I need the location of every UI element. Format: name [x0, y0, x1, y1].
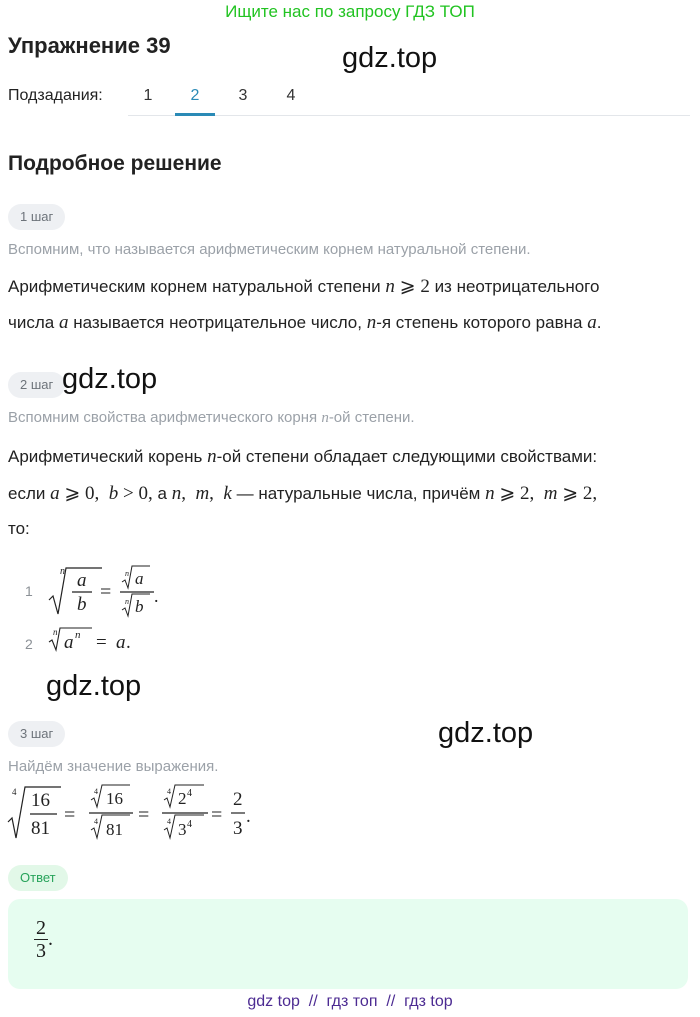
svg-text:81: 81 — [106, 820, 123, 839]
svg-text:4: 4 — [167, 787, 171, 796]
svg-text:3: 3 — [178, 820, 187, 839]
step-2-badge: 2 шаг — [8, 372, 65, 398]
watermark: gdz.top — [46, 670, 142, 702]
svg-text:4: 4 — [94, 817, 98, 826]
svg-text:4: 4 — [12, 787, 17, 797]
section-heading: Подробное решение — [8, 152, 222, 175]
answer-value: $\frac{2}{3}$ . — [36, 917, 53, 962]
svg-text:=: = — [96, 632, 107, 653]
step-3-hint: Найдём значение выражения. — [8, 758, 219, 775]
subtasks-label: Подзадания: — [8, 87, 103, 104]
watermark: gdz.top — [438, 717, 534, 749]
svg-text:b: b — [77, 594, 87, 615]
property-number: 1 — [25, 583, 33, 599]
svg-text:b: b — [135, 597, 144, 616]
tab-subtask-3[interactable]: 3 — [238, 87, 248, 104]
svg-text:4: 4 — [187, 788, 192, 799]
tab-subtask-4[interactable]: 4 — [286, 87, 296, 104]
page-title: Упражнение 39 — [8, 33, 171, 58]
step-1-line-1: Арифметическим корнем натуральной степени n ⩾ 2 из неотрицательного — [8, 276, 600, 297]
property-2-formula — [44, 624, 154, 656]
svg-text:a: a — [77, 570, 87, 591]
svg-text:n: n — [60, 566, 65, 577]
tab-subtask-2[interactable]: 2 — [190, 87, 200, 104]
svg-text:4: 4 — [94, 787, 98, 796]
svg-text:4: 4 — [167, 817, 171, 826]
svg-text:=: = — [64, 804, 76, 826]
svg-text:16: 16 — [31, 790, 50, 811]
svg-text:=: = — [211, 804, 223, 826]
svg-text:.: . — [126, 632, 131, 653]
step-2-line-2: если a ⩾ 0, b > 0, а n, m, k — натуральные числа, причём n ⩾ 2, m ⩾ 2, — [8, 483, 598, 504]
svg-text:4: 4 — [187, 819, 192, 830]
svg-text:16: 16 — [106, 789, 123, 808]
property-number: 2 — [25, 636, 33, 652]
step-2-hint: Вспомним свойства арифметического корня n-ой степени. — [8, 409, 415, 426]
step-2-line-3: то: — [8, 519, 30, 538]
watermark: gdz.top — [342, 42, 438, 74]
svg-text:=: = — [100, 581, 112, 603]
svg-text:a: a — [135, 569, 144, 588]
svg-text:=: = — [138, 804, 150, 826]
svg-text:a: a — [116, 632, 126, 653]
svg-text:n: n — [53, 627, 58, 637]
svg-text:2: 2 — [233, 789, 243, 810]
step-1-line-2: числа a называется неотрицательное число, n-я степень которого равна a. — [8, 312, 602, 333]
footer-links[interactable]: gdz top // гдз топ // гдз top — [247, 993, 453, 1010]
step-1-badge: 1 шаг — [8, 204, 65, 230]
step-3-calculation — [6, 782, 266, 844]
svg-text:.: . — [154, 586, 159, 606]
answer-numerator: 2 — [36, 917, 46, 939]
property-1-formula — [44, 562, 174, 620]
svg-text:3: 3 — [233, 818, 243, 839]
svg-text:81: 81 — [31, 818, 50, 839]
watermark: gdz.top — [62, 363, 158, 395]
svg-text:.: . — [246, 806, 251, 827]
svg-text:n: n — [125, 569, 129, 578]
svg-text:n: n — [75, 629, 81, 641]
svg-text:2: 2 — [178, 789, 187, 808]
svg-text:n: n — [125, 597, 129, 606]
step-1-hint: Вспомним, что называется арифметическим корнем натуральной степени. — [8, 241, 531, 258]
answer-denominator: 3 — [36, 940, 46, 962]
answer-box — [8, 899, 688, 989]
search-banner: Ищите нас по запросу ГДЗ ТОП — [225, 2, 475, 21]
svg-text:a: a — [64, 632, 74, 653]
active-tab-indicator — [175, 113, 215, 116]
tab-subtask-1[interactable]: 1 — [143, 87, 153, 104]
step-2-line-1: Арифметический корень n-ой степени обладает следующими свойствами: — [8, 446, 598, 467]
step-3-badge: 3 шаг — [8, 721, 65, 747]
answer-badge: Ответ — [8, 865, 68, 891]
